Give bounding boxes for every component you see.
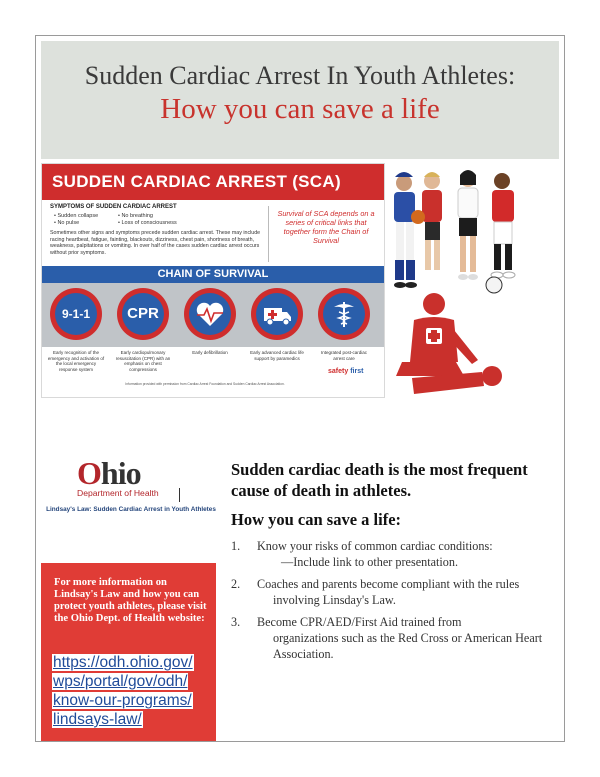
heart-pulse-icon (189, 293, 231, 335)
title-banner (41, 41, 559, 159)
poster-header (42, 164, 384, 200)
symptoms-title: SYMPTOMS OF SUDDEN CARDIAC ARREST (50, 204, 177, 210)
link-line[interactable]: lindsays-law/ (53, 711, 142, 728)
link-caption: Early cardiopulmonary resuscitation (CPR) with an emphasis on chest compressions (115, 350, 171, 372)
link-line[interactable]: wps/portal/gov/odh/ (53, 673, 188, 690)
symptom-item: • Sudden collapse (54, 213, 99, 219)
headline: Sudden cardiac death is the most frequent cause of death in athletes. (231, 460, 528, 500)
cpr-hand-icon: CPR (122, 293, 164, 335)
step-subtext: involving Linsday's Law. (273, 593, 396, 607)
safety-first-logo (328, 368, 363, 375)
step-text: Become CPR/AED/First Aid trained from (257, 615, 462, 629)
symptom-item: • Loss of consciousness (118, 220, 177, 226)
poster-fine-print: Information provided with permission from Cardiac Arrest Foundation and Sudden Cardiac Arrest Association. (125, 382, 285, 386)
symptom-item: • No breathing (118, 213, 153, 219)
step-number: 3. (231, 615, 241, 629)
page-title: Sudden Cardiac Arrest In Youth Athletes: (84, 61, 516, 90)
steps-list (231, 538, 551, 668)
step-item (231, 538, 551, 570)
phone-911-icon: 9-1-1 (55, 293, 97, 335)
survival-note: Survival of SCA depends on a series of critical links that together form the Chain of Survival (277, 209, 375, 245)
step-item (231, 614, 551, 662)
logo-divider (179, 488, 180, 502)
ambulance-icon (256, 293, 298, 335)
link-cpr (117, 288, 169, 340)
ohio-rest: hio (100, 455, 141, 491)
page-subtitle: How you can save a life (160, 93, 440, 125)
logo-part-b: first (350, 368, 364, 375)
caduceus-icon (323, 293, 365, 335)
cpr-figure-icon (392, 290, 512, 402)
symptoms-text: Sometimes other signs and symptoms precede sudden cardiac arrest. These may include racing heartbeat, fatigue, fainting, blackouts, dizziness, chest pain, shortness of breath, weakness, palpitations or vomiting. In over half of the cases sudden cardiac arrest occurs without prior symptoms. (50, 230, 261, 256)
subheading: How you can save a life: (231, 510, 402, 529)
step-text: Coaches and parents become compliant with the rules (257, 577, 520, 591)
link-advanced-care (251, 288, 303, 340)
poster-divider (268, 206, 269, 262)
lindsays-law-title: Lindsay's Law: Sudden Cardiac Arrest in Youth Athletes (46, 506, 216, 513)
info-text: For more information on Lindsay's Law and how you can protect youth athletes, please visit the Ohio Dept. of Health website: (54, 577, 207, 624)
logo-part-a: safety (328, 368, 349, 375)
link-caption: Early advanced cardiac life support by paramedics (250, 350, 304, 361)
ohio-dept-health-logo (77, 455, 187, 505)
link-caption: Early recognition of the emergency and activation of the local emergency response system (47, 350, 105, 372)
link-caption: Early defibrillation (192, 350, 228, 355)
step-number: 2. (231, 577, 241, 591)
link-defibrillation (184, 288, 236, 340)
youth-athletes-photo (382, 165, 560, 295)
chain-title: CHAIN OF SURVIVAL (157, 268, 269, 280)
symptom-item: • No pulse (54, 220, 80, 226)
step-number: 1. (231, 539, 241, 553)
ohio-o: O (77, 455, 101, 491)
info-box (41, 563, 216, 741)
symptoms-list-1 (54, 213, 98, 227)
step-subtext: —Include link to other presentation. (281, 555, 459, 569)
ohio-wordmark (77, 455, 141, 492)
link-line[interactable]: https://odh.ohio.gov/ (53, 654, 193, 671)
step-subtext: organizations such as the Red Cross or American Heart Association. (273, 631, 543, 661)
sca-poster (41, 163, 385, 398)
link-911 (50, 288, 102, 340)
step-item (231, 576, 551, 608)
ohio-dept-label: Department of Health (77, 488, 159, 498)
odh-website-link[interactable] (52, 653, 212, 729)
symptoms-list-2 (118, 213, 177, 227)
step-text: Know your risks of common cardiac conditions: (257, 539, 493, 553)
poster-title: SUDDEN CARDIAC ARREST (SCA) (52, 172, 341, 191)
chain-of-survival-bar (42, 266, 384, 283)
link-post-care (318, 288, 370, 340)
link-line[interactable]: know-our-programs/ (53, 692, 192, 709)
link-caption: Integrated post-cardiac arrest care (320, 350, 368, 361)
